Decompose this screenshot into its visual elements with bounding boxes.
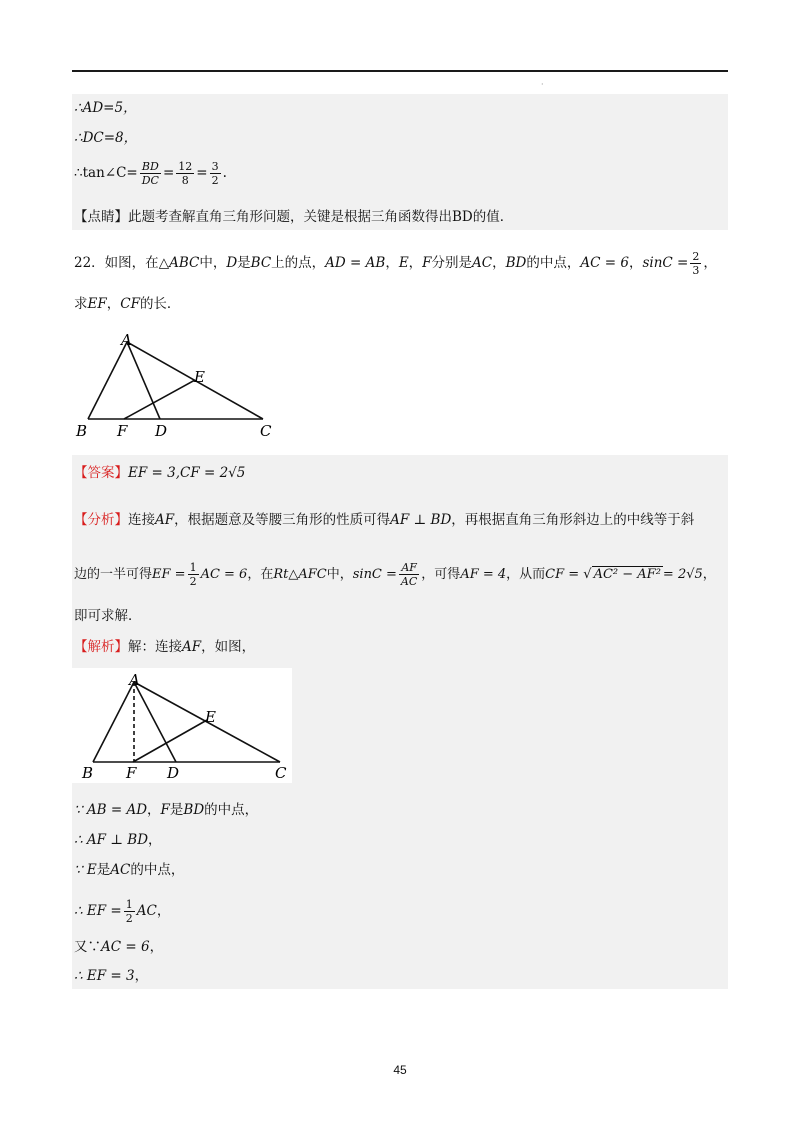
label-a: A bbox=[121, 331, 132, 349]
question-line-2: 求EF，CF的长． bbox=[74, 296, 181, 312]
solution-step-3: ∵ E是AC的中点， bbox=[74, 862, 185, 878]
solution-step-5: 又∵AC = 6， bbox=[74, 939, 164, 955]
fraction-af-ac: $\frac{AF}{AC}$ bbox=[400, 561, 418, 588]
analysis-tag: 【分析】 bbox=[74, 512, 128, 528]
label-d-2: D bbox=[167, 764, 180, 782]
solution-step-4: ∴ EF = $\frac{1}{2}$ AC， bbox=[74, 898, 171, 925]
label-b-2: B bbox=[82, 764, 94, 782]
radicand: AC² − AF² bbox=[593, 567, 661, 582]
segment-ab bbox=[88, 342, 127, 419]
fraction-12-8: $\frac{12}{8}$ bbox=[178, 160, 193, 187]
label-b: B bbox=[76, 422, 88, 440]
fraction-bd-dc: $\frac{BD}{DC}$ bbox=[141, 160, 159, 187]
answer-text: EF = 3,CF = 2√5 bbox=[128, 465, 246, 481]
label-a-2: A bbox=[129, 671, 140, 689]
label-c-2: C bbox=[275, 764, 287, 782]
analysis-line-3: 即可求解． bbox=[74, 608, 142, 624]
analysis-line-2: 边的一半可得EF = $\frac{1}{2}$ AC = 6，在Rt△AFC中，sinC = $\frac{AF}{AC}$ ，可得AF = 4，从而CF = √ AC² − AF² = 2√5， bbox=[74, 561, 716, 588]
answer-tag: 【答案】 bbox=[74, 465, 128, 481]
prev-line-1 bbox=[74, 98, 137, 118]
tan-label: ∴tan∠C= bbox=[74, 165, 138, 181]
segment-fe bbox=[124, 380, 195, 419]
triangle-figure-2 bbox=[72, 668, 292, 783]
header-rule bbox=[72, 70, 728, 72]
prev-line-3: ∴tan∠C= $\frac{BD}{DC}$ = $\frac{12}{8}$ = $\frac{3}{2}$ . bbox=[74, 160, 227, 187]
segment-fe-2 bbox=[133, 720, 207, 762]
prev-text-1: ∴AD=5， bbox=[74, 100, 137, 116]
fraction-2-3: $\frac{2}{3}$ bbox=[692, 250, 700, 277]
fraction-1-2-analysis: $\frac{1}{2}$ bbox=[189, 561, 197, 588]
answer-line bbox=[74, 463, 245, 483]
fraction-3-2: $\frac{3}{2}$ bbox=[211, 160, 219, 187]
solution-step-1: ∵ AB = AD，F是BD的中点， bbox=[74, 802, 259, 818]
label-d: D bbox=[155, 422, 168, 440]
solution-line-1: 【解析】解：连接AF，如图， bbox=[74, 639, 256, 655]
triangle-figure-1 bbox=[70, 330, 280, 442]
label-f: F bbox=[117, 422, 128, 440]
label-e-2: E bbox=[205, 708, 216, 726]
header-mark: · bbox=[541, 80, 544, 89]
label-f-2: F bbox=[126, 764, 137, 782]
analysis-line-1: 【分析】连接AF，根据题意及等腰三角形的性质可得AF ⊥ BD，再根据直角三角形斜边上的中线等于斜 bbox=[74, 512, 695, 528]
label-e: E bbox=[194, 368, 205, 386]
prev-text-2: ∴DC=8， bbox=[74, 130, 138, 146]
dianjing-line bbox=[74, 207, 513, 227]
label-c: C bbox=[260, 422, 272, 440]
solution-step-6: ∴ EF = 3， bbox=[74, 968, 149, 984]
prev-line-2 bbox=[74, 128, 137, 148]
fraction-1-2-solution: $\frac{1}{2}$ bbox=[125, 898, 133, 925]
page-number: 45 bbox=[393, 1063, 407, 1077]
segment-ab-2 bbox=[93, 682, 134, 762]
solution-tag: 【解析】 bbox=[74, 639, 128, 655]
solution-step-2: ∴ AF ⊥ BD， bbox=[74, 832, 162, 848]
question-line-1: 22．如图，在△ABC中，D是BC上的点，AD = AB，E，F分别是AC，BD的中点，AC = 6，sinC = $\frac{2}{3}$ ， bbox=[74, 250, 717, 277]
dianjing-text: 【点睛】此题考查解直角三角形问题，关键是根据三角函数得出BD的值． bbox=[74, 209, 514, 225]
